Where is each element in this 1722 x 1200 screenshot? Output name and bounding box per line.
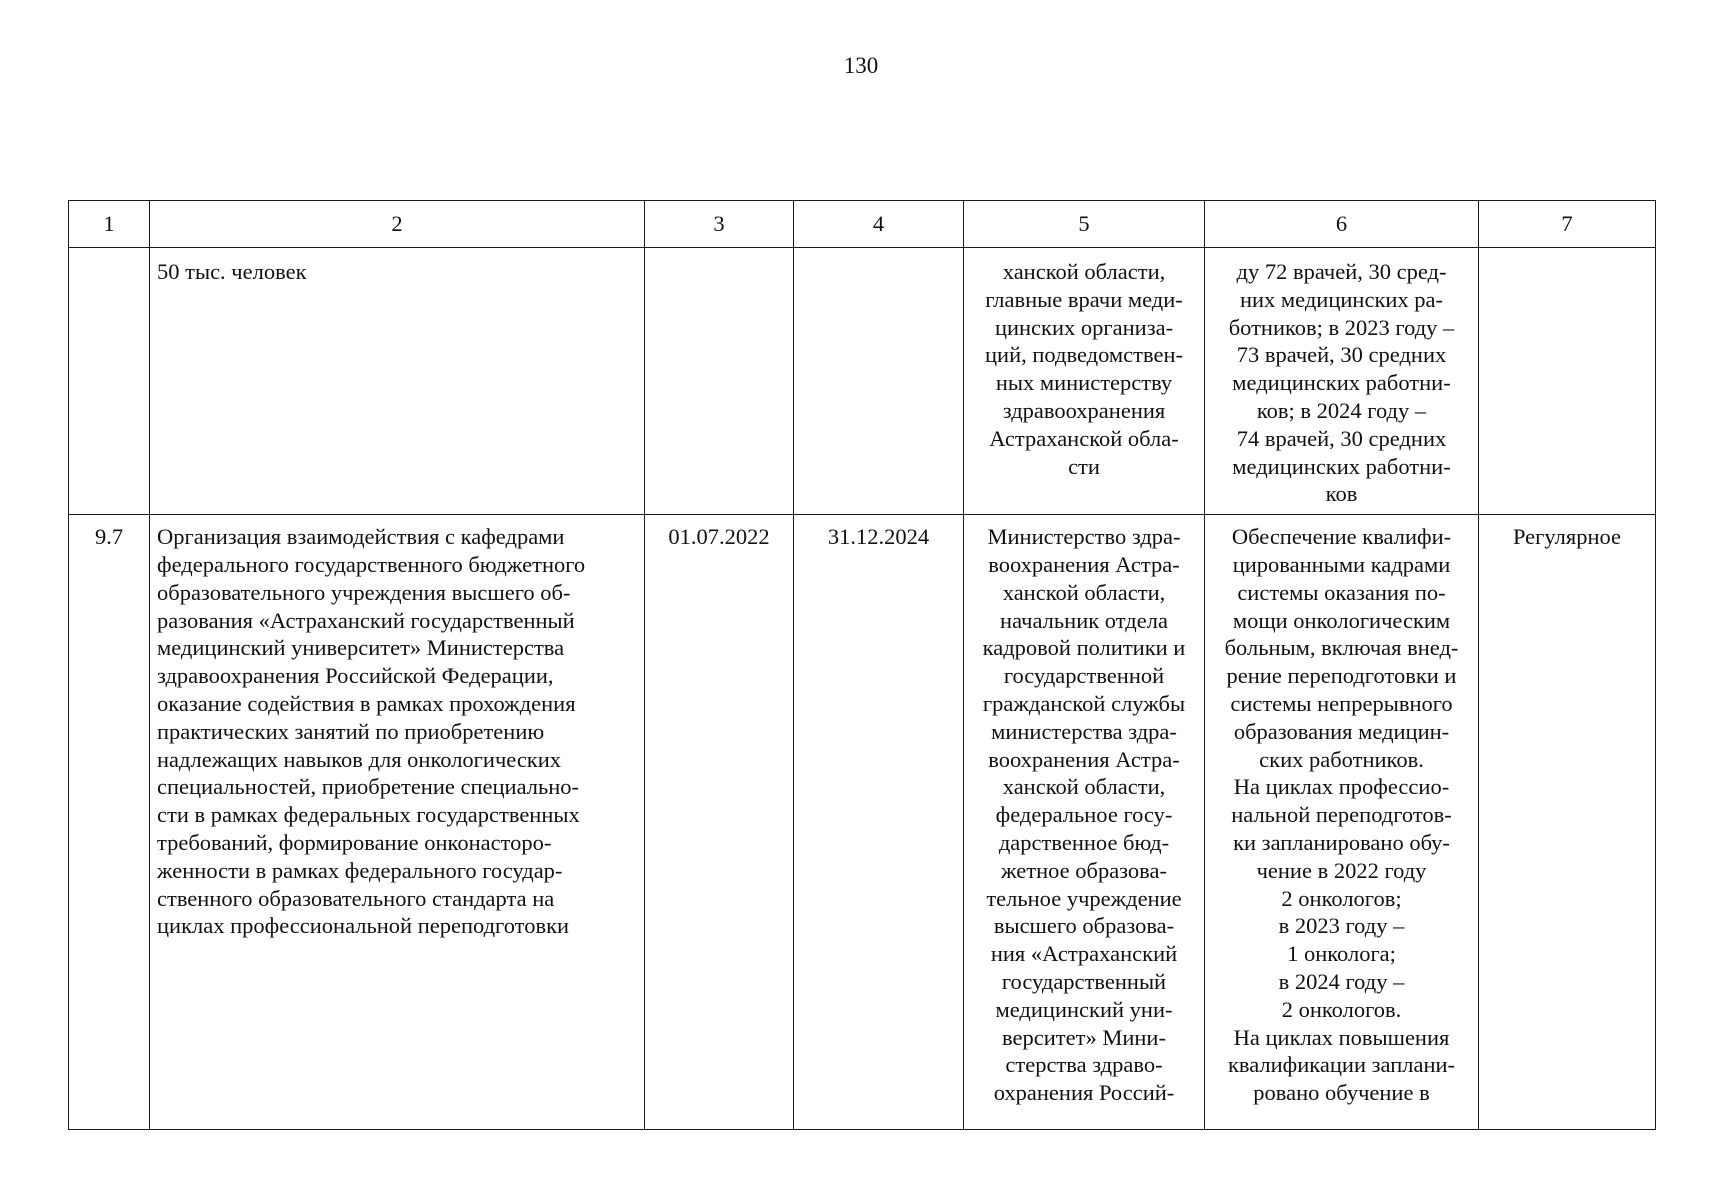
header-col-3: 3 (645, 201, 794, 248)
table-row (69, 248, 1656, 515)
cell-start-date (645, 248, 794, 515)
cell-responsible: ханской области, главные врачи меди- цинских организа- ций, подведомствен- ных министерству здравоохранения Астраханской обла- сти (964, 248, 1205, 515)
header-col-4: 4 (794, 201, 964, 248)
table-header-row (69, 201, 1656, 248)
cell-type: Регулярное (1479, 515, 1656, 1130)
header-col-7: 7 (1479, 201, 1656, 248)
cell-responsible: Министерство здра- воохранения Астра- ханской области, начальник отдела кадровой политики и государственной гражданской службы министерства здра- воохранения Астра- ханской области, федеральное госу- дарственное бюд- жетное образова- тельное учреждение высшего образова- ния «Астраханский государственный медицинский уни- верситет» Мини- стерства здраво- охранения Россий- (964, 515, 1205, 1130)
cell-num (69, 248, 150, 515)
cell-num: 9.7 (69, 515, 150, 1130)
cell-event: 50 тыс. человек (150, 248, 645, 515)
cell-event: Организация взаимодействия с кафедрами федерального государственного бюджетного образовательного учреждения высшего об- разования «Астраханский государственный медицинский университет» Министерства здравоохранения Российской Федерации, оказание содействия в рамках прохождения практических занятий по приобретению надлежащих навыков для онкологических специальностей, приобретение специально- сти в рамках федеральных государственных требований, формирование онконасторо- женности в рамках федерального государ- ственного образовательного стандарта на циклах профессиональной переподготовки (150, 515, 645, 1130)
table-row (69, 515, 1656, 1130)
cell-end-date (794, 248, 964, 515)
header-col-1: 1 (69, 201, 150, 248)
plan-table (68, 200, 1656, 1130)
cell-end-date: 31.12.2024 (794, 515, 964, 1130)
cell-type (1479, 248, 1656, 515)
header-col-5: 5 (964, 201, 1205, 248)
cell-start-date: 01.07.2022 (645, 515, 794, 1130)
cell-result: ду 72 врачей, 30 сред- них медицинских ра- ботников; в 2023 году – 73 врачей, 30 средних медицинских работни- ков; в 2024 году – 74 врачей, 30 средних медицинских работни- ков (1205, 248, 1479, 515)
page-number: 130 (843, 53, 879, 78)
header-col-2: 2 (150, 201, 645, 248)
header-col-6: 6 (1205, 201, 1479, 248)
cell-result: Обеспечение квалифи- цированными кадрами системы оказания по- мощи онкологическим больным, включая внед- рение переподготовки и системы непрерывного образования медицин- ских работников. На циклах профессио- нальной переподготов- ки запланировано обу- чение в 2022 году 2 онкологов; в 2023 году – 1 онколога; в 2024 году – 2 онкологов. На циклах повышения квалификации заплани- ровано обучение в (1205, 515, 1479, 1130)
